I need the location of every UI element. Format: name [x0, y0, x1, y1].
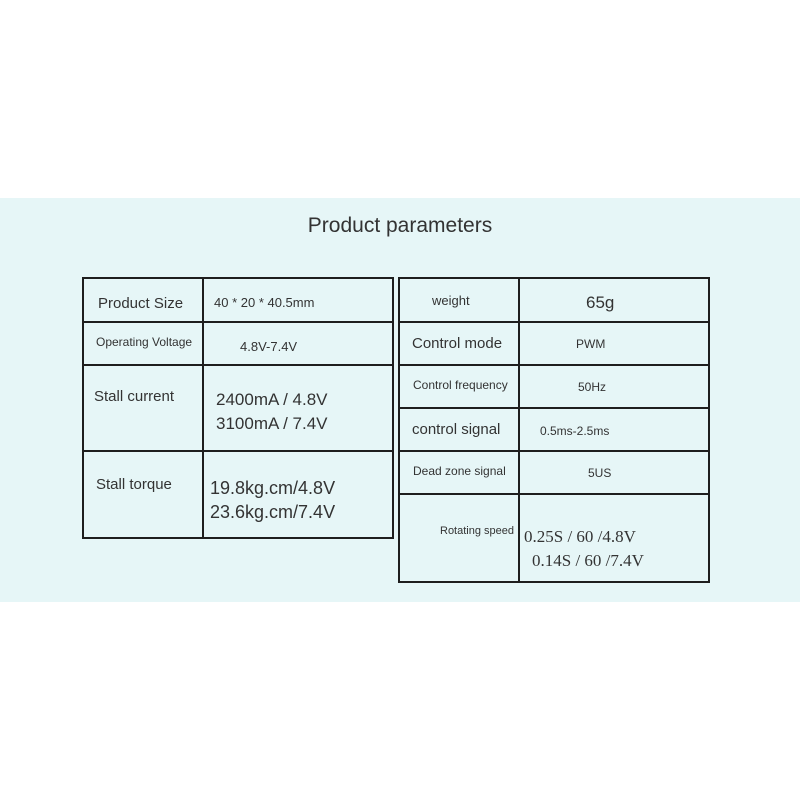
param-label-cell [83, 278, 203, 322]
param-value: 4.8V-7.4V [240, 339, 298, 354]
param-value: 2400mA / 4.8V [216, 390, 328, 409]
table-row [399, 408, 709, 451]
param-label-cell [399, 322, 519, 365]
param-value-group [520, 495, 708, 573]
table-row [83, 322, 393, 365]
table-row [399, 322, 709, 365]
param-value-group [204, 366, 392, 436]
param-value: 0.5ms-2.5ms [540, 424, 610, 438]
param-value-cell [519, 494, 709, 582]
param-label-cell [399, 365, 519, 408]
param-value: 19.8kg.cm/4.8V [210, 478, 336, 498]
param-label: Stall current [94, 388, 175, 405]
param-value: PWM [576, 337, 606, 351]
param-label-cell [399, 451, 519, 494]
table-row [399, 278, 709, 322]
param-value-cell [203, 322, 393, 365]
param-label: weight [432, 293, 470, 308]
param-value-cell [203, 451, 393, 538]
param-label: Stall torque [96, 476, 172, 493]
page-title: Product parameters [307, 214, 493, 237]
param-label: control signal [412, 421, 501, 438]
param-label: Rotating speed [440, 525, 514, 537]
param-label: Control frequency [413, 378, 508, 392]
parameters-table-left [82, 277, 394, 539]
param-value: 5US [588, 466, 612, 480]
param-value-cell [519, 322, 709, 365]
param-label-cell [83, 365, 203, 451]
param-value: 0.14S / 60 /7.4V [532, 551, 644, 570]
param-value-cell [519, 365, 709, 408]
param-label-cell [399, 494, 519, 582]
param-label-cell [83, 451, 203, 538]
param-label-cell [399, 278, 519, 322]
param-value: 23.6kg.cm/7.4V [210, 502, 336, 522]
table-row [399, 451, 709, 494]
param-label: Operating Voltage [96, 335, 193, 349]
param-value-group [204, 452, 392, 524]
param-value: 40 * 20 * 40.5mm [214, 295, 315, 310]
param-value-cell [203, 365, 393, 451]
param-value: 65g [586, 293, 615, 312]
param-value: 50Hz [578, 380, 607, 394]
table-row [399, 365, 709, 408]
table-row [83, 278, 393, 322]
param-value: 0.25S / 60 /4.8V [524, 527, 636, 546]
param-value-cell [203, 278, 393, 322]
param-value-cell [519, 278, 709, 322]
table-row [399, 494, 709, 582]
param-label: Control mode [412, 335, 503, 352]
param-value-cell [519, 451, 709, 494]
param-label: Dead zone signal [413, 464, 506, 478]
param-value-cell [519, 408, 709, 451]
param-label: Product Size [98, 295, 184, 312]
param-value: 3100mA / 7.4V [216, 414, 328, 433]
parameters-table-right [398, 277, 710, 583]
table-row [83, 365, 393, 451]
table-row [83, 451, 393, 538]
param-label-cell [83, 322, 203, 365]
param-label-cell [399, 408, 519, 451]
